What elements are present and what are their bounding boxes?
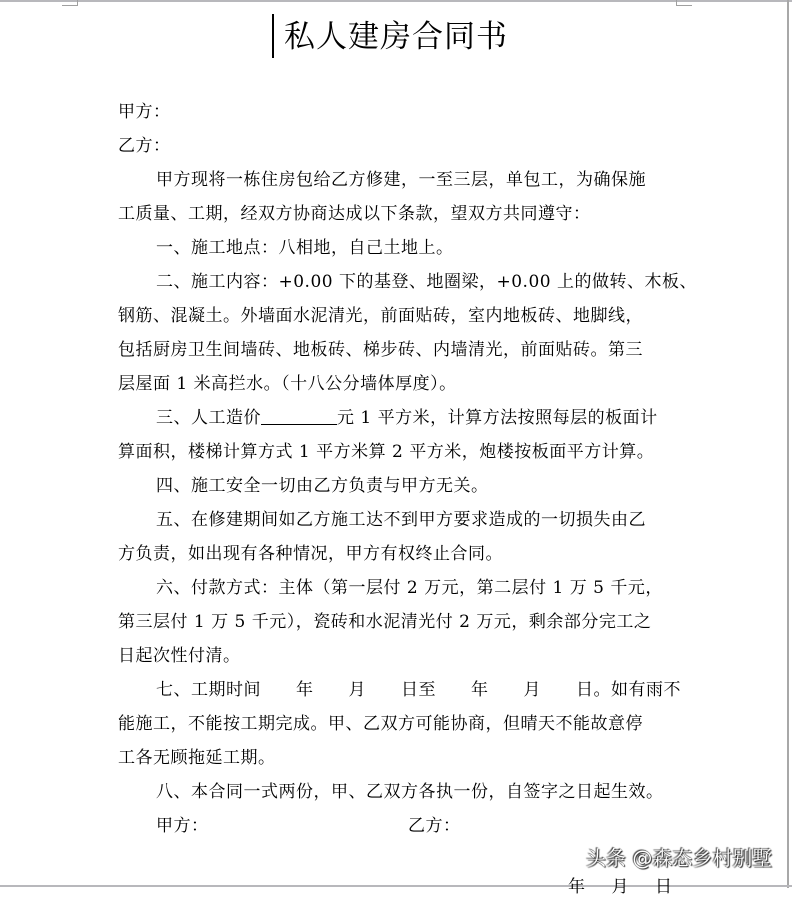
clause-6-line: 日起次性付清。 <box>118 646 241 666</box>
date-year: 年 <box>568 877 586 897</box>
clause-7-line: 七、工期时间 年 月 日至 年 月 日。如有雨不 <box>156 680 681 700</box>
clause-3-text: 元 1 平方米，计算方法按照每层的板面计 <box>337 408 658 428</box>
clause-7-line: 能施工，不能按工期完成。甲、乙双方可能协商，但晴天不能故意停 <box>118 714 643 734</box>
date-month: 月 <box>611 877 629 897</box>
clause-7-line: 工各无顾拖延工期。 <box>118 748 276 768</box>
signature-party-b: 乙方： <box>408 816 461 836</box>
clause-8-line: 八、本合同一式两份，甲、乙双方各执一份，自签字之日起生效。 <box>156 782 664 802</box>
clause-5-line: 五、在修建期间如乙方施工达不到甲方要求造成的一切损失由乙 <box>156 510 646 530</box>
intro-paragraph-line: 工质量、工期，经双方协商达成以下条款，望双方共同遵守： <box>118 204 591 224</box>
clause-4-line: 四、施工安全一切由乙方负责与甲方无关。 <box>156 476 489 496</box>
price-blank-field[interactable] <box>261 406 337 425</box>
clause-5-line: 方负责，如出现有各种情况，甲方有权终止合同。 <box>118 544 503 564</box>
signature-party-a: 甲方： <box>156 816 209 836</box>
clause-2-line: 包括厨房卫生间墙砖、地板砖、梯步砖、内墙清光，前面贴砖。第三 <box>118 340 643 360</box>
clause-3-label: 三、人工造价 <box>156 408 261 428</box>
clause-3-line <box>118 401 674 435</box>
watermark: 头条 @森态乡村别墅 <box>586 846 773 870</box>
party-b-line: 乙方： <box>118 136 171 156</box>
signing-date-row <box>568 872 699 897</box>
document-title: 私人建房合同书 <box>284 19 508 55</box>
clause-2-line: 钢筋、混凝土。外墙面水泥清光，前面贴砖，室内地板砖、地脚线， <box>118 306 643 326</box>
clause-2-line: 层屋面 1 米高拦水。（十八公分墙体厚度）。 <box>118 374 457 394</box>
clause-6-line: 六、付款方式：主体（第一层付 2 万元，第二层付 1 万 5 千元， <box>156 578 663 598</box>
intro-paragraph-line: 甲方现将一栋住房包给乙方修建，一至三层，单包工，为确保施 <box>156 170 646 190</box>
clause-6-line: 第三层付 1 万 5 千元），瓷砖和水泥清光付 2 万元，剩余部分完工之 <box>118 612 652 632</box>
document-body <box>118 95 697 843</box>
clause-1-line: 一、施工地点：八相地，自己土地上。 <box>156 238 454 258</box>
party-a-line: 甲方： <box>118 102 171 122</box>
clause-3-line: 算面积，楼梯计算方式 1 平方米算 2 平方米，炮楼按板面平方计算。 <box>118 442 655 462</box>
clause-2-line: 二、施工内容：+0.00 下的基登、地圈梁，+0.00 上的做转、木板、 <box>156 272 697 292</box>
date-day: 日 <box>655 877 673 897</box>
signature-row <box>118 809 674 843</box>
